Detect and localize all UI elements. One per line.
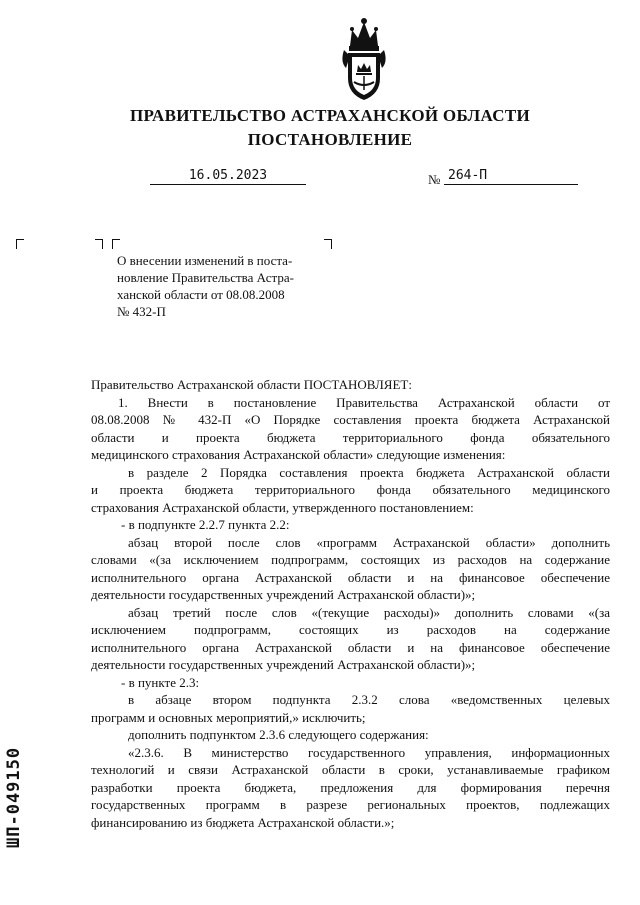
body-line: абзац второй после слов «программ Астраханской области» дополнить [128, 534, 610, 550]
corner-mark [324, 239, 332, 249]
body-line: Правительство Астраханской области ПОСТАНОВЛЯЕТ: [91, 377, 412, 392]
body-line: деятельности государственных учреждений Астраханской области)»; [91, 657, 476, 672]
corner-mark [112, 239, 120, 249]
body-line: технологий и связи Астраханской области в сроки, устанавливаемые графиком [91, 762, 610, 777]
body-line: программ и основных мероприятий,» исключить; [91, 709, 366, 725]
body-line: в абзаце втором подпункта 2.3.2 слова «ведомственных целевых [128, 692, 610, 707]
corner-mark [95, 239, 103, 249]
document-date: 16.05.2023 [150, 168, 306, 185]
body-line: исполнительного органа Астраханской области и на финансовое обеспечение [91, 639, 610, 655]
body-line: финансированию из бюджета Астраханской области.»; [91, 814, 395, 830]
document-body [91, 376, 610, 831]
subject-line: ханской области от 08.08.2008 [117, 287, 285, 302]
document-number: 264-П [444, 168, 578, 185]
document-type-title: ПОСТАНОВЛЕНИЕ [247, 130, 413, 149]
body-line: медицинского страхования Астраханской области» следующие изменения: [91, 447, 506, 462]
subject-line: новление Правительства Астра- [117, 270, 294, 285]
subject-line: О внесении изменений в поста- [117, 253, 293, 268]
organization-title: ПРАВИТЕЛЬСТВО АСТРАХАНСКОЙ ОБЛАСТИ [130, 106, 530, 125]
body-line: области и проекта бюджета территориального фонда обязательного [91, 429, 610, 445]
body-line: 1. Внести в постановление Правительства Астраханской области от [118, 394, 610, 410]
body-line: исполнительного органа Астраханской области и на финансовое обеспечение [91, 569, 610, 585]
body-line: деятельности государственных учреждений Астраханской области)»; [91, 587, 476, 602]
body-line: в разделе 2 Порядка составления проекта бюджета Астраханской области [128, 464, 610, 480]
document-subject [117, 252, 329, 320]
body-line: исключением подпрограмм, состоящих из расходов на содержание [91, 622, 610, 637]
body-line: и проекта бюджета территориального фонда обязательного медицинского [91, 482, 610, 497]
coat-of-arms-icon [338, 16, 390, 102]
body-line: «2.3.6. В министерство государственного управления, информационных [128, 744, 610, 760]
body-line: - в подпункте 2.2.7 пункта 2.2: [121, 517, 290, 532]
body-line: страхования Астраханской области, утвержденного постановлением: [91, 499, 474, 515]
subject-line: № 432-П [117, 304, 166, 319]
number-sign: № [428, 172, 441, 187]
body-line: словами «(за исключением подпрограмм, состоящих из расходов на содержание [91, 552, 610, 567]
body-line: - в пункте 2.3: [121, 674, 200, 690]
body-line: государственных программ в разрезе региональных проектов, подлежащих [91, 797, 610, 812]
corner-mark [16, 239, 24, 249]
body-line: абзац третий после слов «(текущие расходы)» дополнить словами «(за [128, 604, 610, 620]
body-line: разработки проекта бюджета, предложения для формирования перечня [91, 779, 610, 795]
margin-stamp-number: ШП-049150 [4, 746, 24, 848]
body-line: дополнить подпунктом 2.3.6 следующего содержания: [128, 727, 429, 742]
body-line: 08.08.2008 № 432-П «О Порядке составления проекта бюджета Астраханской [91, 412, 610, 427]
